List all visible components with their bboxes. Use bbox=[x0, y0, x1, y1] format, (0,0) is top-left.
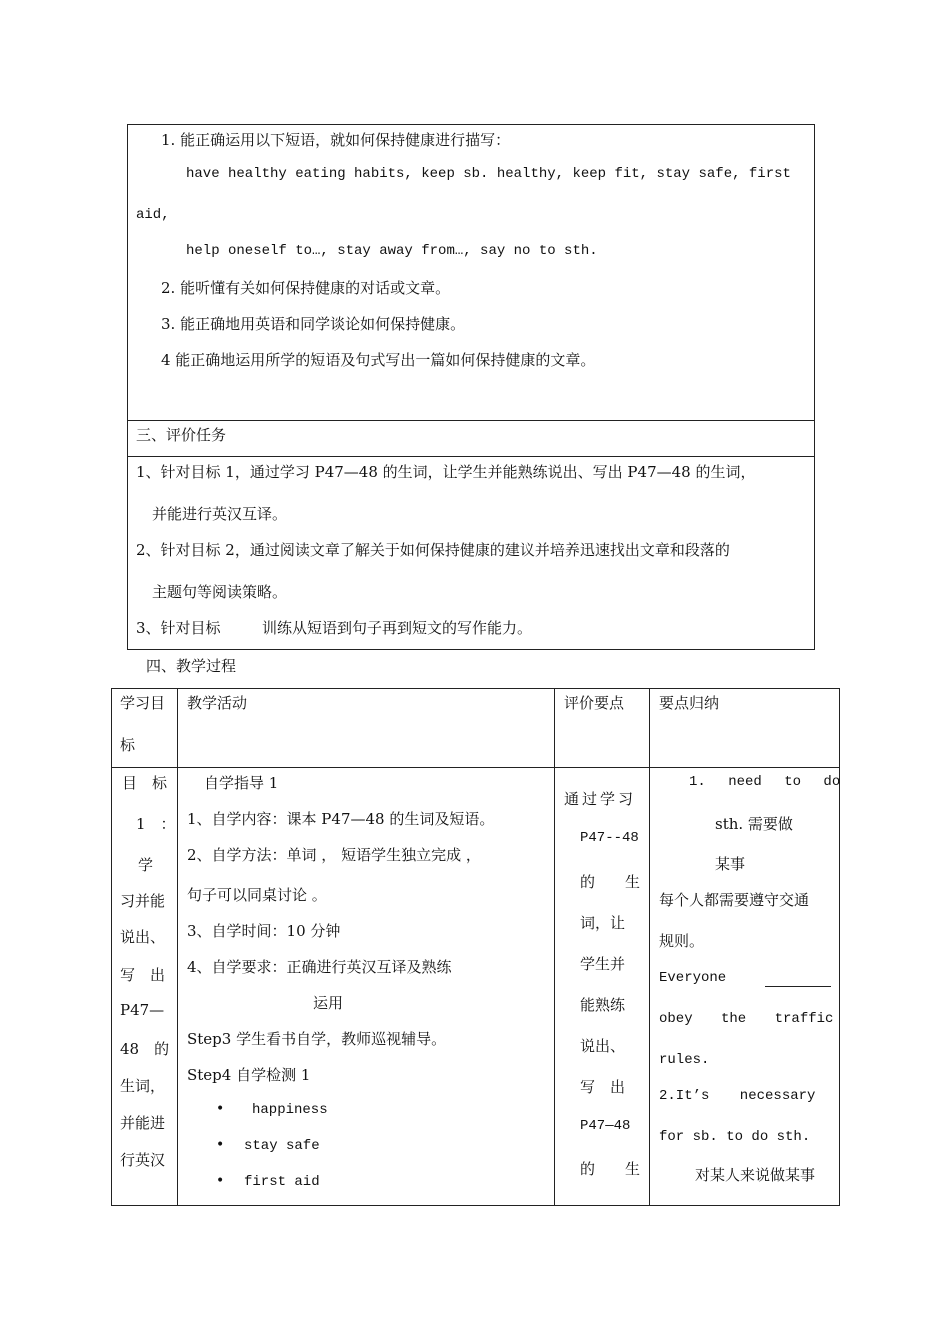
eval-line: 通过学习 bbox=[564, 790, 637, 808]
step-4: Step4 自学检测 1 bbox=[187, 1066, 311, 1084]
header-activity: 教学活动 bbox=[187, 694, 248, 712]
goal-line: P47— bbox=[120, 1001, 165, 1019]
fill-in-blank bbox=[765, 971, 831, 989]
evaluation-task-2: 2、针对目标 2，通过阅读文章了解关于如何保持健康的建议并培养迅速找出文章和段落的 bbox=[136, 541, 730, 559]
phrases-line-3: help oneself to…, stay away from…, say no to sth. bbox=[186, 243, 598, 259]
objective-item-3: 3. 能正确地用英语和同学谈论如何保持健康。 bbox=[161, 315, 466, 333]
study-method-cont: 句子可以同桌讨论 。 bbox=[187, 886, 327, 904]
goal-line: 行英汉 bbox=[120, 1151, 166, 1169]
vocab-item: stay safe bbox=[244, 1138, 320, 1154]
eval-line: 的 生 bbox=[580, 873, 641, 891]
eval-line: 说出、 bbox=[580, 1037, 626, 1055]
objective-item-1: 1. 能正确运用以下短语，就如何保持健康进行描写： bbox=[161, 131, 511, 149]
study-requirement-cont: 运用 bbox=[313, 994, 344, 1012]
bullet-icon: • bbox=[216, 1137, 225, 1153]
summary-example-en-end: rules. bbox=[659, 1052, 710, 1068]
self-study-guide: 自学指导 1 bbox=[204, 774, 279, 792]
evaluation-task-3: 3、针对目标 bbox=[136, 619, 221, 637]
goal-line: 写 出 bbox=[120, 966, 166, 984]
goal-line: 48 的 bbox=[120, 1040, 170, 1058]
objective-item-2: 2. 能听懂有关如何保持健康的对话或文章。 bbox=[161, 279, 451, 297]
vocab-item: happiness bbox=[252, 1102, 328, 1118]
phrases-line-2: aid, bbox=[136, 207, 170, 223]
eval-line: 写 出 bbox=[580, 1078, 626, 1096]
evaluation-task-3-cont: 训练从短语到句子再到短文的写作能力。 bbox=[262, 619, 533, 637]
summary-point-1-meaning: 某事 bbox=[715, 855, 746, 873]
goal-line: 学 bbox=[138, 856, 154, 874]
eval-line: P47--48 bbox=[580, 830, 639, 846]
header-goal: 学习目 bbox=[120, 694, 166, 712]
summary-point-2-meaning: 对某人来说做某事 bbox=[695, 1166, 816, 1184]
eval-line: 词，让 bbox=[580, 914, 626, 932]
eval-line: P47—48 bbox=[580, 1118, 631, 1134]
study-time: 3、自学时间：10 分钟 bbox=[187, 922, 341, 940]
row-divider bbox=[112, 767, 839, 768]
goal-line: 目 标 bbox=[122, 774, 168, 792]
study-method: 2、自学方法：单词 ， 短语学生独立完成 ， bbox=[187, 846, 481, 864]
vocab-item: first aid bbox=[244, 1174, 320, 1190]
summary-point-2: 2.It’s necessary bbox=[659, 1088, 816, 1104]
header-evaluation: 评价要点 bbox=[564, 694, 625, 712]
phrases-line-1: have healthy eating habits, keep sb. healthy, keep fit, stay safe, first bbox=[186, 166, 791, 182]
process-heading: 四、教学过程 bbox=[146, 657, 237, 675]
summary-example-en: Everyone bbox=[659, 970, 727, 986]
evaluation-task-1-cont: 并能进行英汉互译。 bbox=[152, 505, 288, 523]
goal-line: 习并能 bbox=[120, 892, 166, 910]
step-3: Step3 学生看书自学，教师巡视辅导。 bbox=[187, 1030, 447, 1048]
goal-line: 并能进 bbox=[120, 1114, 166, 1132]
bullet-icon: • bbox=[216, 1101, 225, 1117]
header-goal-cont: 标 bbox=[120, 736, 136, 754]
evaluation-task-2-cont: 主题句等阅读策略。 bbox=[152, 583, 288, 601]
summary-example-cn-cont: 规则。 bbox=[659, 932, 705, 950]
summary-point-2-cont: for sb. to do sth. bbox=[659, 1129, 811, 1145]
header-summary: 要点归纳 bbox=[659, 694, 720, 712]
objectives-evaluation-box bbox=[127, 124, 815, 650]
study-requirement: 4、自学要求：正确进行英汉互译及熟练 bbox=[187, 958, 452, 976]
divider bbox=[128, 456, 814, 457]
summary-example-cn: 每个人都需要遵守交通 bbox=[659, 891, 810, 909]
summary-example-en-cont: obey the traffic bbox=[659, 1011, 834, 1027]
summary-point-1-cont: sth. 需要做 bbox=[715, 815, 793, 833]
goal-line: 说出、 bbox=[120, 928, 166, 946]
goal-line: 1 ： bbox=[136, 815, 176, 833]
study-content: 1、自学内容：课本 P47—48 的生词及短语。 bbox=[187, 810, 495, 828]
goal-line: 生词， bbox=[120, 1077, 166, 1095]
objective-item-4: 4 能正确地运用所学的短语及句式写出一篇如何保持健康的文章。 bbox=[161, 351, 596, 369]
eval-line: 能熟练 bbox=[580, 996, 626, 1014]
summary-point-1: 1. need to do bbox=[689, 774, 841, 790]
evaluation-task-1: 1、针对目标 1，通过学习 P47—48 的生词，让学生并能熟练说出、写出 P47—48 的生词， bbox=[136, 463, 756, 481]
eval-line: 学生并 bbox=[580, 955, 626, 973]
eval-line: 的 生 bbox=[580, 1160, 641, 1178]
evaluation-heading: 三、评价任务 bbox=[136, 426, 227, 444]
process-table bbox=[111, 688, 840, 1206]
bullet-icon: • bbox=[216, 1173, 225, 1189]
divider bbox=[128, 420, 814, 421]
